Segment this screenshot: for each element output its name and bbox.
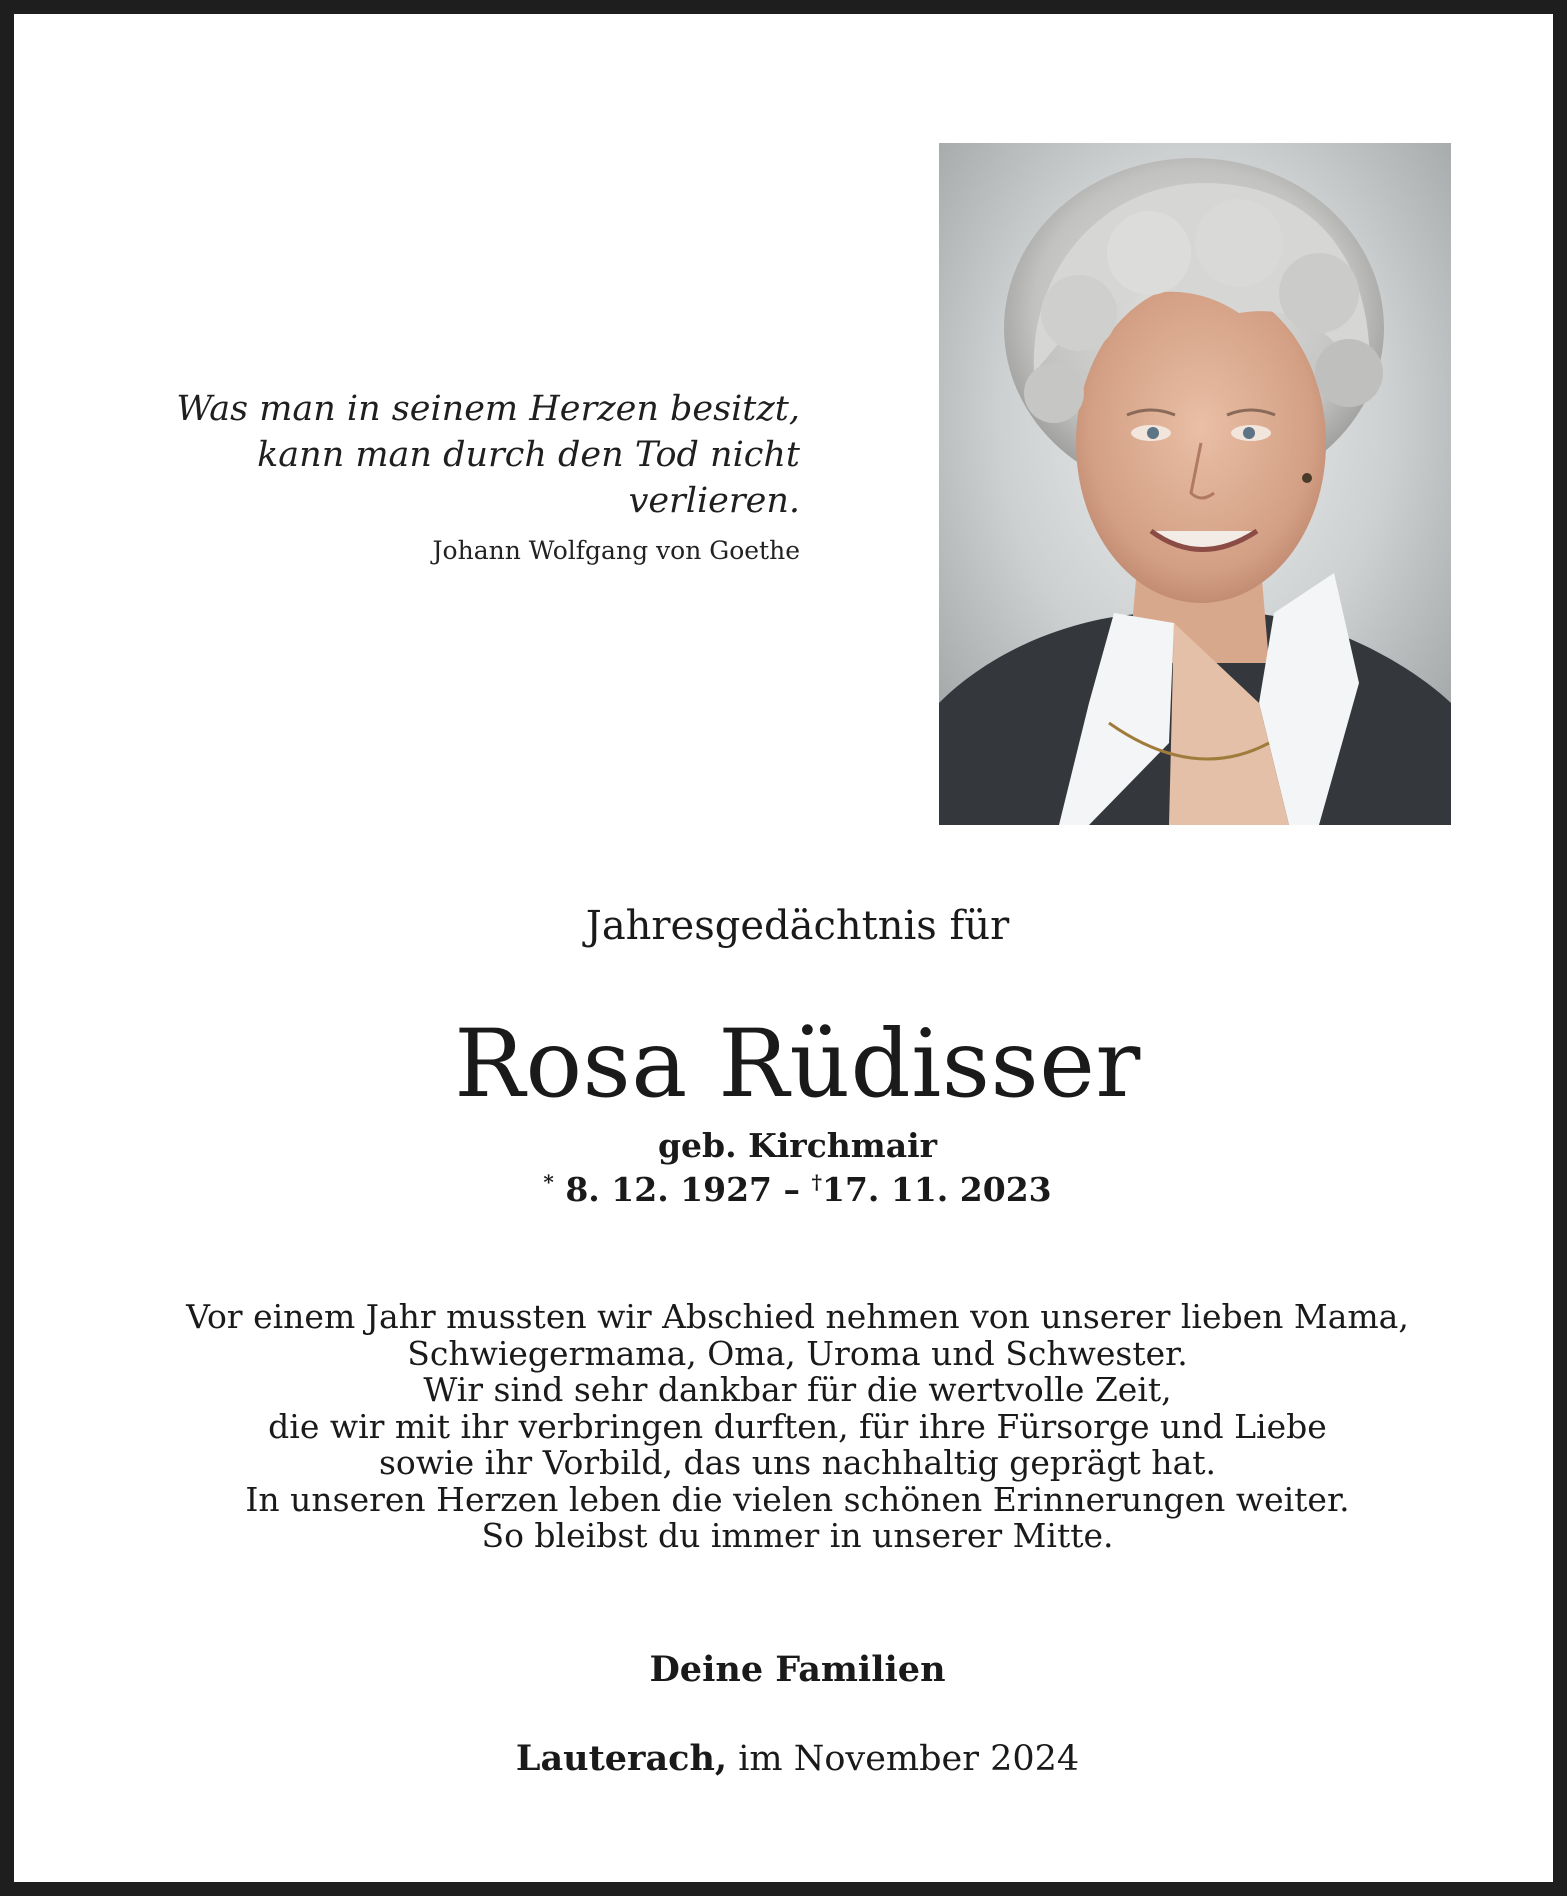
birth-date: 8. 12. 1927 <box>565 1170 773 1209</box>
memorial-text-line: sowie ihr Vorbild, das uns nachhaltig geprägt hat. <box>379 1443 1216 1482</box>
memorial-intro: Jahresgedächtnis für <box>585 903 1010 949</box>
quote-author: Johann Wolfgang von Goethe <box>432 536 800 565</box>
death-symbol: † <box>811 1170 822 1194</box>
birth-symbol: * <box>543 1170 554 1194</box>
signature: Deine Familien <box>649 1649 946 1690</box>
place-city: Lauterach, <box>515 1738 728 1779</box>
quote-line-1: Was man in seinem Herzen besitzt, <box>176 389 800 429</box>
maiden-name: geb. Kirchmair <box>657 1126 938 1165</box>
quote-line-2: kann man durch den Tod nicht verlieren. <box>257 435 800 521</box>
memorial-text-line: Vor einem Jahr mussten wir Abschied nehmen von unserer lieben Mama, <box>186 1297 1409 1336</box>
memorial-text-line: In unseren Herzen leben die vielen schönen Erinnerungen weiter. <box>245 1479 1350 1519</box>
memorial-text-line: So bleibst du immer in unserer Mitte. <box>481 1516 1114 1555</box>
place-date: im November 2024 <box>738 1739 1080 1779</box>
memorial-text-line: die wir mit ihr verbringen durften, für ihre Fürsorge und Liebe <box>268 1406 1327 1446</box>
death-date: 17. 11. 2023 <box>821 1170 1052 1209</box>
memorial-text <box>14 1299 1567 1555</box>
life-dates <box>14 1168 1567 1212</box>
date-separator: – <box>783 1170 801 1209</box>
portrait-illustration <box>939 143 1451 825</box>
deceased-name: Rosa Rüdisser <box>454 1010 1141 1119</box>
place-and-date <box>14 1737 1567 1781</box>
memorial-text-line: Wir sind sehr dankbar für die wertvolle Zeit, <box>423 1370 1172 1409</box>
portrait-photo <box>939 143 1451 825</box>
quote-block <box>140 386 800 570</box>
memorial-text-line: Schwiegermama, Oma, Uroma und Schwester. <box>407 1333 1188 1373</box>
